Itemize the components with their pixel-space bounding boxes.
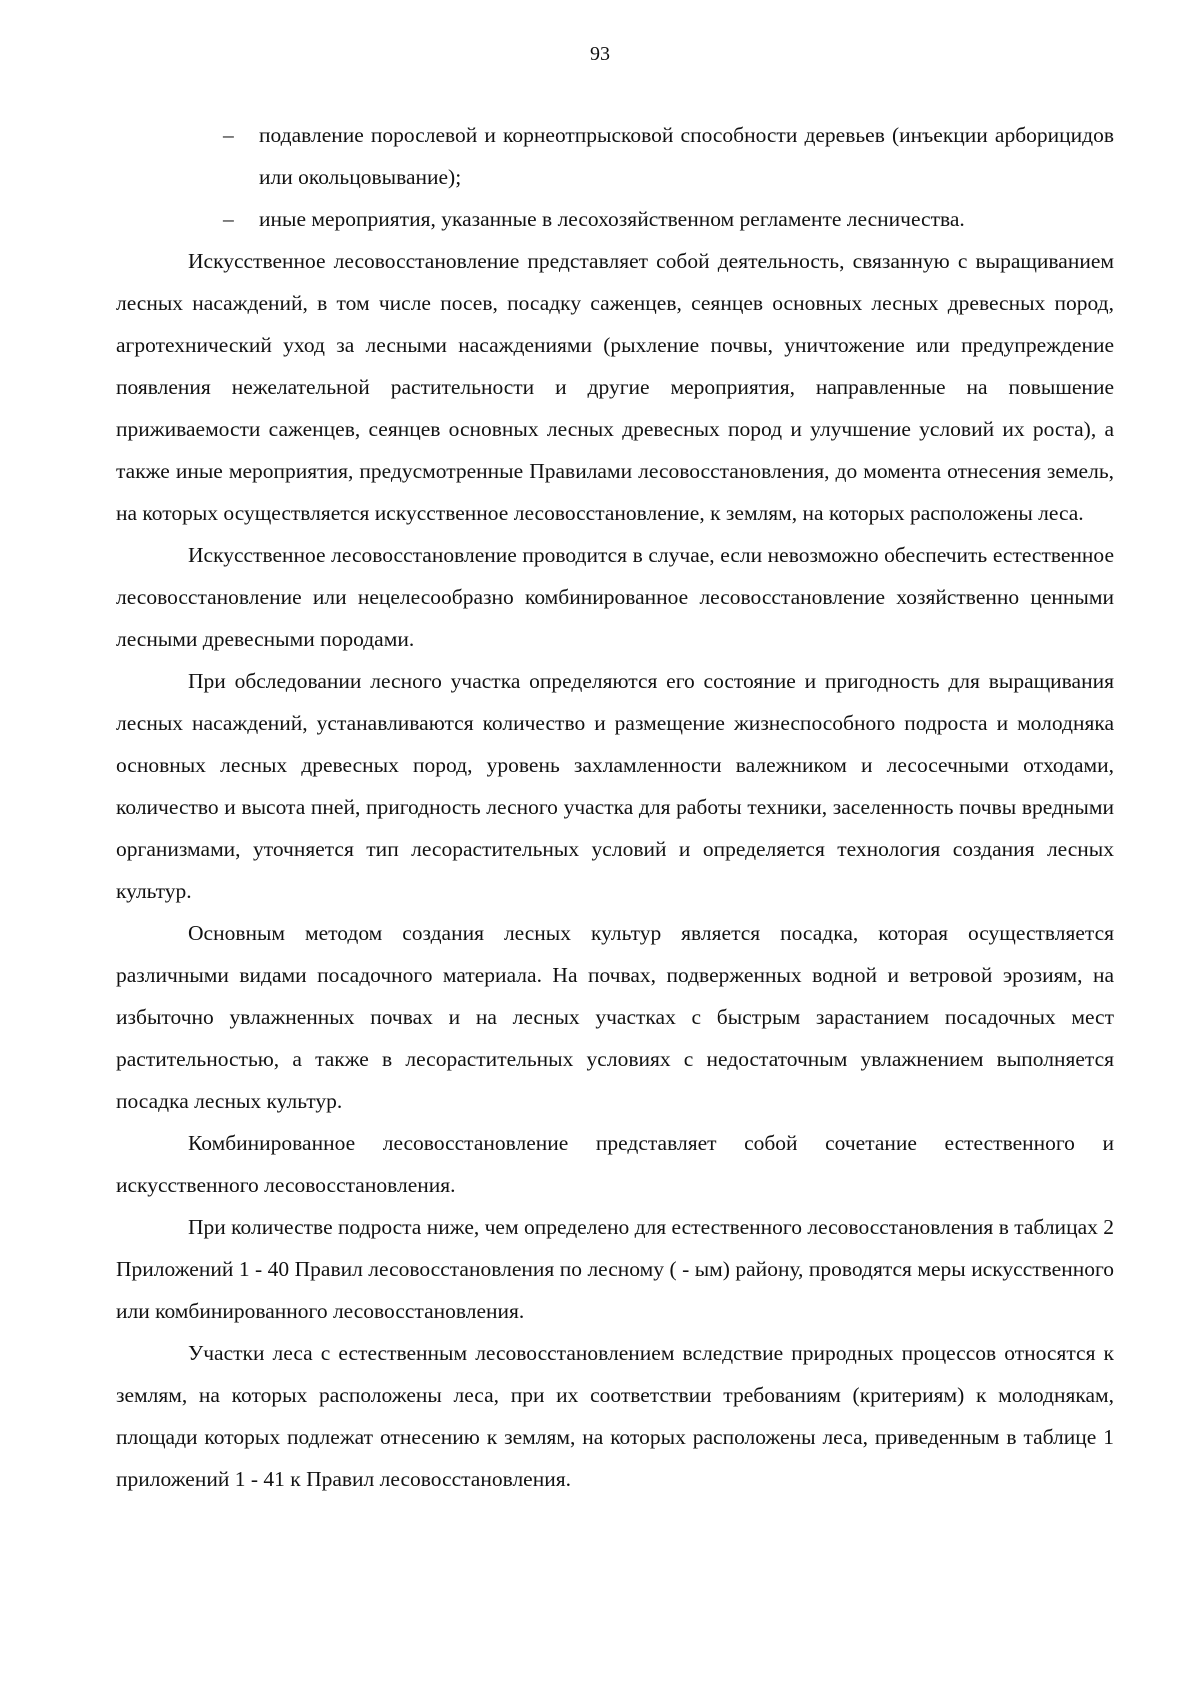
paragraph-planting-method: Основным методом создания лесных культур является посадка, которая осуществляется различными видами посадочного материала. На почвах, подверженных водной и ветровой эрозиям, на избыточно увлажненных почвах и на лесных участках с быстрым зарастанием посадочных мест растительностью, а также в лесорастительных условиях с недостаточным увлажнением выполняется посадка лесных культур. <box>116 921 1114 1113</box>
list-item-text: иные мероприятия, указанные в лесохозяйственном регламенте лесничества. <box>259 207 965 231</box>
page-content <box>116 114 1114 1500</box>
paragraph-combined-reforestation: Комбинированное лесовосстановление представляет собой сочетание естественного и искусственного лесовосстановления. <box>116 1131 1114 1197</box>
paragraph-artificial-reforestation: Искусственное лесовосстановление представляет собой деятельность, связанную с выращиванием лесных насаждений, в том числе посев, посадку саженцев, сеянцев основных лесных древесных пород, агротехнический уход за лесными насаждениями (рыхление почвы, уничтожение или предупреждение появления нежелательной растительности и другие мероприятия, направленные на повышение приживаемости саженцев, сеянцев основных лесных древесных пород и улучшение условий их роста), а также иные мероприятия, предусмотренные Правилами лесовосстановления, до момента отнесения земель, на которых осуществляется искусственное лесовосстановление, к землям, на которых расположены леса. <box>116 249 1114 525</box>
bullet-list <box>116 114 1114 240</box>
page-number: 93 <box>590 43 610 65</box>
dash-bullet: – <box>223 207 234 231</box>
list-item-text: подавление порослевой и корнеотпрысковой способности деревьев (инъекции арборицидов или окольцовывание); <box>259 123 1114 189</box>
list-item <box>116 198 1114 240</box>
list-item <box>116 114 1114 198</box>
paragraph-natural-reforestation: Участки леса с естественным лесовосстановлением вследствие природных процессов относятся к землям, на которых расположены леса, при их соответствии требованиям (критериям) к молоднякам, площади которых подлежат отнесению к землям, на которых расположены леса, приведенным в таблице 1 приложений 1 - 41 к Правил лесовосстановления. <box>116 1341 1114 1491</box>
paragraph-undergrowth-threshold: При количестве подроста ниже, чем определено для естественного лесовосстановления в таблицах 2 Приложений 1 - 40 Правил лесовосстановления по лесному ( - ым) району, проводятся меры искусственного или комбинированного лесовосстановления. <box>116 1215 1114 1323</box>
dash-bullet: – <box>223 123 234 147</box>
paragraph-site-survey: При обследовании лесного участка определяются его состояние и пригодность для выращивания лесных насаждений, устанавливаются количество и размещение жизнеспособного подроста и молодняка основных лесных древесных пород, уровень захламленности валежником и лесосечными отходами, количество и высота пней, пригодность лесного участка для работы техники, заселенность почвы вредными организмами, уточняется тип лесорастительных условий и определяется технология создания лесных культур. <box>116 669 1114 903</box>
paragraph-artificial-conditions: Искусственное лесовосстановление проводится в случае, если невозможно обеспечить естественное лесовосстановление или нецелесообразно комбинированное лесовосстановление хозяйственно ценными лесными древесными породами. <box>116 543 1114 651</box>
